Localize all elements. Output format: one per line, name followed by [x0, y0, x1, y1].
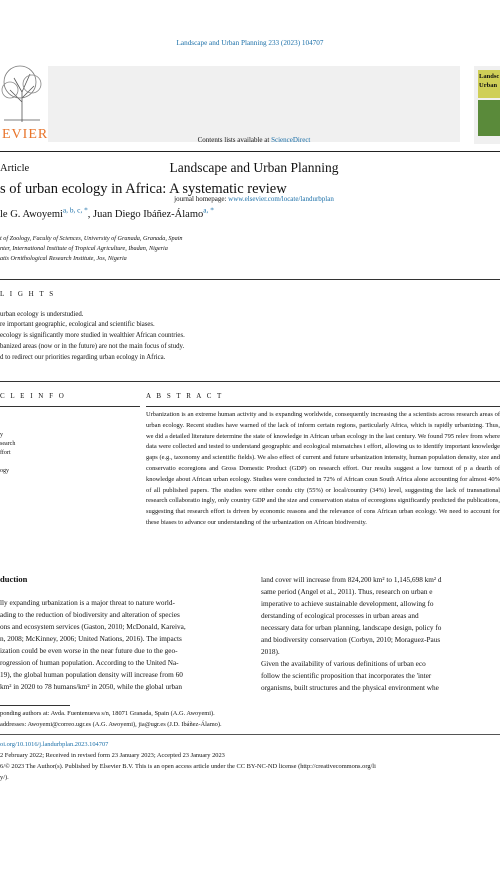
- article-info-underline: [0, 406, 140, 407]
- highlight-item: d to redirect our priorities regarding urban ecology in Africa.: [0, 354, 166, 361]
- copyright-license: 6/© 2023 The Author(s). Published by Elsevier B.V. This is an open access article under the CC BY-NC-ND license (http://creativecommons.org/li: [0, 763, 376, 770]
- body-line: rogression of human population. According to the United Na-: [0, 659, 179, 667]
- body-line: 19), the global human population density will increase from 60: [0, 671, 183, 679]
- article-type: Article: [0, 163, 30, 174]
- body-line: same period (Angel et al., 2011). Thus, research on urban e: [261, 588, 433, 596]
- body-line: 2018).: [261, 648, 280, 656]
- homepage-prefix: journal homepage:: [174, 195, 229, 203]
- body-line: necessary data for urban planning, landscape design, policy fo: [261, 624, 442, 632]
- body-line: Given the availability of various definitions of urban eco: [261, 660, 426, 668]
- body-line: derstanding of ecological processes in urban areas and: [261, 612, 419, 620]
- elsevier-tree-logo-icon: [0, 62, 46, 124]
- contents-line: [48, 136, 460, 144]
- author-1[interactable]: le G. Awoyemi: [0, 209, 63, 220]
- body-line: ization could be even worse in the near future due to the geo-: [0, 647, 178, 655]
- sciencedirect-link[interactable]: ScienceDirect: [271, 136, 311, 144]
- body-line: n, 2008; McKinney, 2006; United Nations, 2016). The impacts: [0, 635, 182, 643]
- header-rule: [0, 151, 500, 152]
- paper-title: s of urban ecology in Africa: A systematic review: [0, 181, 287, 197]
- footnote-rule: [0, 705, 70, 706]
- keyword: y: [0, 432, 3, 438]
- keyword: search: [0, 441, 16, 447]
- affiliation-a: t of Zoology, Faculty of Sciences, University of Granada, Granada, Spain: [0, 235, 183, 242]
- author-separator: ,: [87, 209, 94, 220]
- body-line: and biodiversity conservation (Corbyn, 2010; Moraguez-Paus: [261, 636, 441, 644]
- journal-title: Landscape and Urban Planning: [169, 160, 339, 175]
- license-url-tail[interactable]: y/).: [0, 774, 9, 781]
- highlights-rule: [0, 279, 500, 280]
- keyword: ffort: [0, 450, 11, 456]
- doi-rule: [0, 734, 500, 735]
- affiliation-b: nter, International Institute of Tropical Agriculture, Ibadan, Nigeria: [0, 245, 168, 252]
- journal-cover-thumbnail: [474, 66, 500, 144]
- abstract-heading: A B S T R A C T: [146, 392, 224, 400]
- author-1-affiliation-marks[interactable]: a, b, c, *: [62, 205, 88, 215]
- publisher-logo-text: EVIER: [2, 127, 49, 142]
- affiliation-c: atis Ornithological Research Institute, Jos, Nigeria: [0, 255, 127, 262]
- body-line: organisms, built structures and the physical environment whe: [261, 684, 439, 692]
- article-history: 2 February 2022; Received in revised form 23 January 2023; Accepted 23 January 2023: [0, 752, 225, 759]
- doi-link[interactable]: oi.org/10.1016/j.landurbplan.2023.104707: [0, 741, 109, 748]
- info-abstract-rule: [0, 381, 500, 382]
- author-2-affiliation-marks[interactable]: a, *: [203, 205, 214, 215]
- homepage-link[interactable]: www.elsevier.com/locate/landurbplan: [228, 195, 334, 203]
- body-line: land cover will increase from 824,200 km² to 1,145,698 km² d: [261, 576, 442, 584]
- keyword: ogy: [0, 468, 9, 474]
- corresponding-author-note: ponding authors at: Avda. Fuentenueva s/n, 18071 Granada, Spain (A.G. Awoyemi).: [0, 710, 215, 717]
- journal-reference[interactable]: Landscape and Urban Planning 233 (2023) 104707: [176, 39, 324, 47]
- body-line: lly expanding urbanization is a major threat to nature world-: [0, 599, 175, 607]
- author-list: [0, 205, 214, 220]
- email-addresses-note[interactable]: addresses: Awoyemi@correo.ugr.es (A.G. Awoyemi), jia@ugr.es (J.D. Ibáñez-Álamo).: [0, 721, 222, 728]
- highlight-item: banized areas (now or in the future) are not the main focus of study.: [0, 343, 185, 350]
- body-line: ading to the reduction of biodiversity and alteration of species: [0, 611, 180, 619]
- abstract-underline: [146, 406, 500, 407]
- introduction-heading: duction: [0, 574, 28, 584]
- body-line: ons and ecosystem services (Gaston, 2010; McDonald, Kareiva,: [0, 623, 186, 631]
- highlight-item: urban ecology is understudied.: [0, 311, 84, 318]
- article-info-heading: C L E I N F O: [0, 392, 66, 400]
- abstract-text: Urbanization is an extreme human activity and is expanding worldwide, consequently increasing the a scientists across research areas of urban ecology. Recent studies have warned of the lack of inform certain regions, particularly Africa, which is rapidly urbanizing. Thus, we did a detailed literature determine the state of knowledge in African urban ecology in the last century. We found 795 relev from where data were collected and tested to understand geographic and ecological mismatches i effort, allowing us to identify important knowledge gaps (e.g., taxonomy and scientific fields). We also effect of current and future urbanization intensity, human population density, size and conservatio ecoregions and Gross Domestic Product (GDP) on research effort. Our results suggest a low turnout of p a dearth of knowledge about African urban ecology. Studies were conducted in 72% of African coun South Africa alone accounting for almost 40% of all published papers. The studies were either condu city (55%) or local/country (34%) level, suggesting the lack of transnational research collaboratio ingly, only country GDP and the size and conservation status of ecoregions significantly predicted the publications, suggesting that research effort is driven by economic reasons and the relevance of cons African urban ecology. We need to account for these biases to advance our understanding of the urbanization on African biodiversity.: [146, 411, 500, 526]
- body-line: km² in 2020 to 78 humans/km² in 2050, while the global urban: [0, 683, 182, 691]
- highlight-item: re important geographic, ecological and scientific biases.: [0, 321, 155, 328]
- body-line: imperative to achieve sustainable development, allowing fo: [261, 600, 434, 608]
- cover-image: [478, 100, 500, 136]
- contents-prefix: Contents lists available at: [197, 136, 272, 144]
- highlight-item: ecology is significantly more studied in wealthier African countries.: [0, 332, 185, 339]
- author-2[interactable]: Juan Diego Ibáñez-Álamo: [93, 209, 204, 220]
- body-line: follow the scientific proposition that incorporates the 'inter: [261, 672, 432, 680]
- cover-title: Landsc Urban: [479, 73, 500, 89]
- highlights-heading: L I G H T S: [0, 290, 56, 298]
